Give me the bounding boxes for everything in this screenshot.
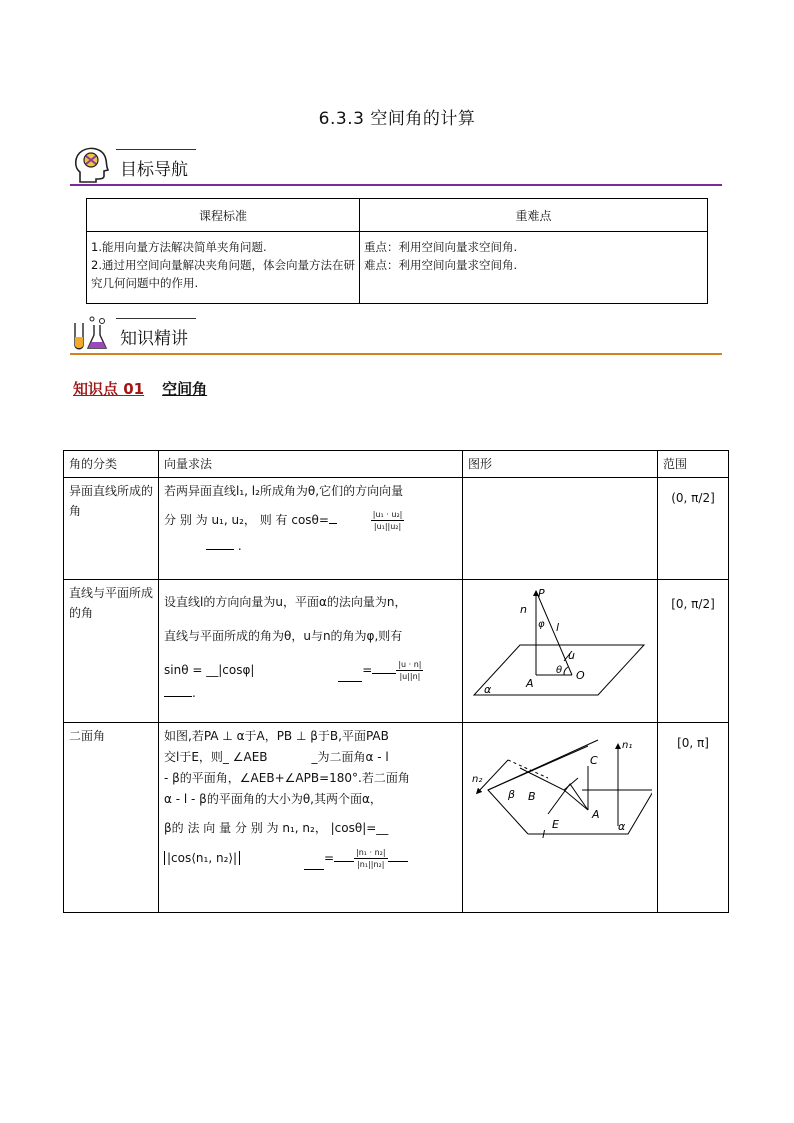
label-A: A (526, 677, 534, 690)
fraction: $\frac{\text{|u₁ · u₂|}}{\text{|u₁||u₂|}}$ (372, 510, 403, 531)
fraction: $\frac{\text{|n₁ · n₂|}}{\text{|n₁||n₂|}}$ (356, 848, 386, 869)
col-header-range: 范围 (658, 451, 729, 478)
method-formula (164, 509, 457, 532)
section-header-knowledge (70, 315, 722, 355)
page-title: 6.3.3 空间角的计算 (318, 109, 476, 129)
label-n1: n₁ (622, 740, 633, 751)
label-P: P (538, 587, 545, 600)
category-skew-lines: 异面直线所成的角 (64, 478, 159, 580)
method-text: 设直线l的方向向量为u，平面α的法向量为n， (164, 595, 407, 609)
label-l: l (542, 828, 546, 841)
keypoints-cell (360, 232, 708, 304)
label-alpha: α (618, 820, 626, 833)
head-brain-icon (72, 146, 112, 184)
category-dihedral: 二面角 (64, 723, 159, 913)
col-header-figure: 图形 (463, 451, 658, 478)
method-text: β的 法 向 量 分 别 为 n₁, n₂， |cosθ|=__ (164, 821, 389, 835)
label-O: O (576, 669, 585, 682)
label-E: E (552, 818, 559, 831)
standard-item: 2.通过用空间向量解决夹角问题，体会向量方法在研究几何问题中的作用. (91, 258, 355, 290)
range-line-plane: [0, π/2] (658, 580, 729, 723)
label-alpha: α (484, 683, 492, 696)
method-text: 分 别 为 u₁, u₂， 则 有 cosθ= (164, 513, 329, 527)
section-rule-orange (70, 353, 722, 355)
method-text: - β的平面角，∠AEB+∠APB=180°.若二面角 (164, 771, 410, 785)
label-n: n (520, 603, 527, 616)
range-skew-lines: (0, π/2] (658, 478, 729, 580)
label-A: A (592, 808, 600, 821)
fraction: $\frac{|u \cdot n|}{|u||n|}$ (398, 660, 422, 681)
label-B: B (528, 790, 536, 803)
section-rule-purple (70, 184, 722, 186)
course-standards-table (86, 198, 708, 304)
method-skew-lines: 若两异面直线l₁, l₂所成角为θ,它们的方向向量 分 别 为 u₁, u₂， 则 有 cosθ= $\frac{\text{|u₁ · u₂|}}{\text{|u₁||u₂|}}$ . (159, 478, 463, 580)
method-text: |cos⟨n₁, n₂⟩| (164, 851, 240, 865)
range-dihedral: [0, π] (658, 723, 729, 913)
knowledge-point-title (73, 378, 207, 399)
label-theta: θ (556, 665, 563, 676)
standard-item: 1.能用向量方法解决简单夹角问题. (91, 240, 267, 254)
keypoint-item: 难点：利用空间向量求空间角. (364, 258, 518, 272)
knowledge-point-label: 知识点 01 (73, 380, 145, 398)
label-u: u (568, 649, 575, 662)
method-text: 直线与平面所成的角为θ，u与n的角为φ,则有 (164, 629, 403, 643)
method-text: α - l - β的平面角的大小为θ,其两个面α， (164, 792, 382, 806)
spatial-angle-table (63, 450, 729, 913)
section-label-goals: 目标导航 (120, 160, 188, 180)
col-header-method: 向量求法 (159, 451, 463, 478)
method-text: 交l于E，则_ ∠AEB (164, 750, 268, 764)
col-header-keypoints: 重难点 (360, 199, 708, 232)
label-C: C (590, 754, 598, 767)
label-n2: n₂ (472, 774, 483, 785)
flask-icon (70, 315, 110, 353)
knowledge-point-subtitle: 空间角 (162, 380, 208, 398)
figure-dihedral (463, 723, 658, 913)
line-plane-diagram (468, 583, 652, 711)
section-label-knowledge: 知识精讲 (120, 329, 188, 349)
label-phi: φ (538, 619, 545, 630)
method-text: sinθ = __|cosφ| (164, 663, 255, 677)
keypoint-item: 重点：利用空间向量求空间角. (364, 240, 518, 254)
label-beta: β (508, 788, 516, 801)
method-line-plane: 设直线l的方向向量为u，平面α的法向量为n， 直线与平面所成的角为θ，u与n的角为φ,则有 sinθ = __|cosφ| = $\frac{|u \cdot n|}{|u||n|}$ . (159, 580, 463, 723)
col-header-category: 角的分类 (64, 451, 159, 478)
section-header-goals (70, 146, 722, 186)
method-text: 如图,若PA ⊥ α于A，PB ⊥ β于B,平面PAB (164, 729, 389, 743)
standards-cell (87, 232, 360, 304)
figure-empty (463, 478, 658, 580)
method-dihedral: 如图,若PA ⊥ α于A，PB ⊥ β于B,平面PAB 交l于E，则_ ∠AEB _为二面角α - l - β的平面角，∠AEB+∠APB=180°.若二面角 α - l - β的平面角的大小为θ,其两个面α， β的 法 向 量 分 别 为 n₁, n₂， |cosθ|=__ |cos⟨n₁, n₂⟩| = $\frac{\text{|n₁ · n₂|}}{\text{|n₁||n₂|}}$ (159, 723, 463, 913)
col-header-standard: 课程标准 (87, 199, 360, 232)
method-text: _为二面角α - l (311, 750, 389, 764)
method-text: 若两异面直线l₁, l₂所成角为θ,它们的方向向量 (164, 484, 404, 498)
label-l: l (556, 621, 560, 634)
category-line-plane: 直线与平面所成的角 (64, 580, 159, 723)
figure-line-plane (463, 580, 658, 723)
dihedral-diagram (468, 726, 652, 842)
